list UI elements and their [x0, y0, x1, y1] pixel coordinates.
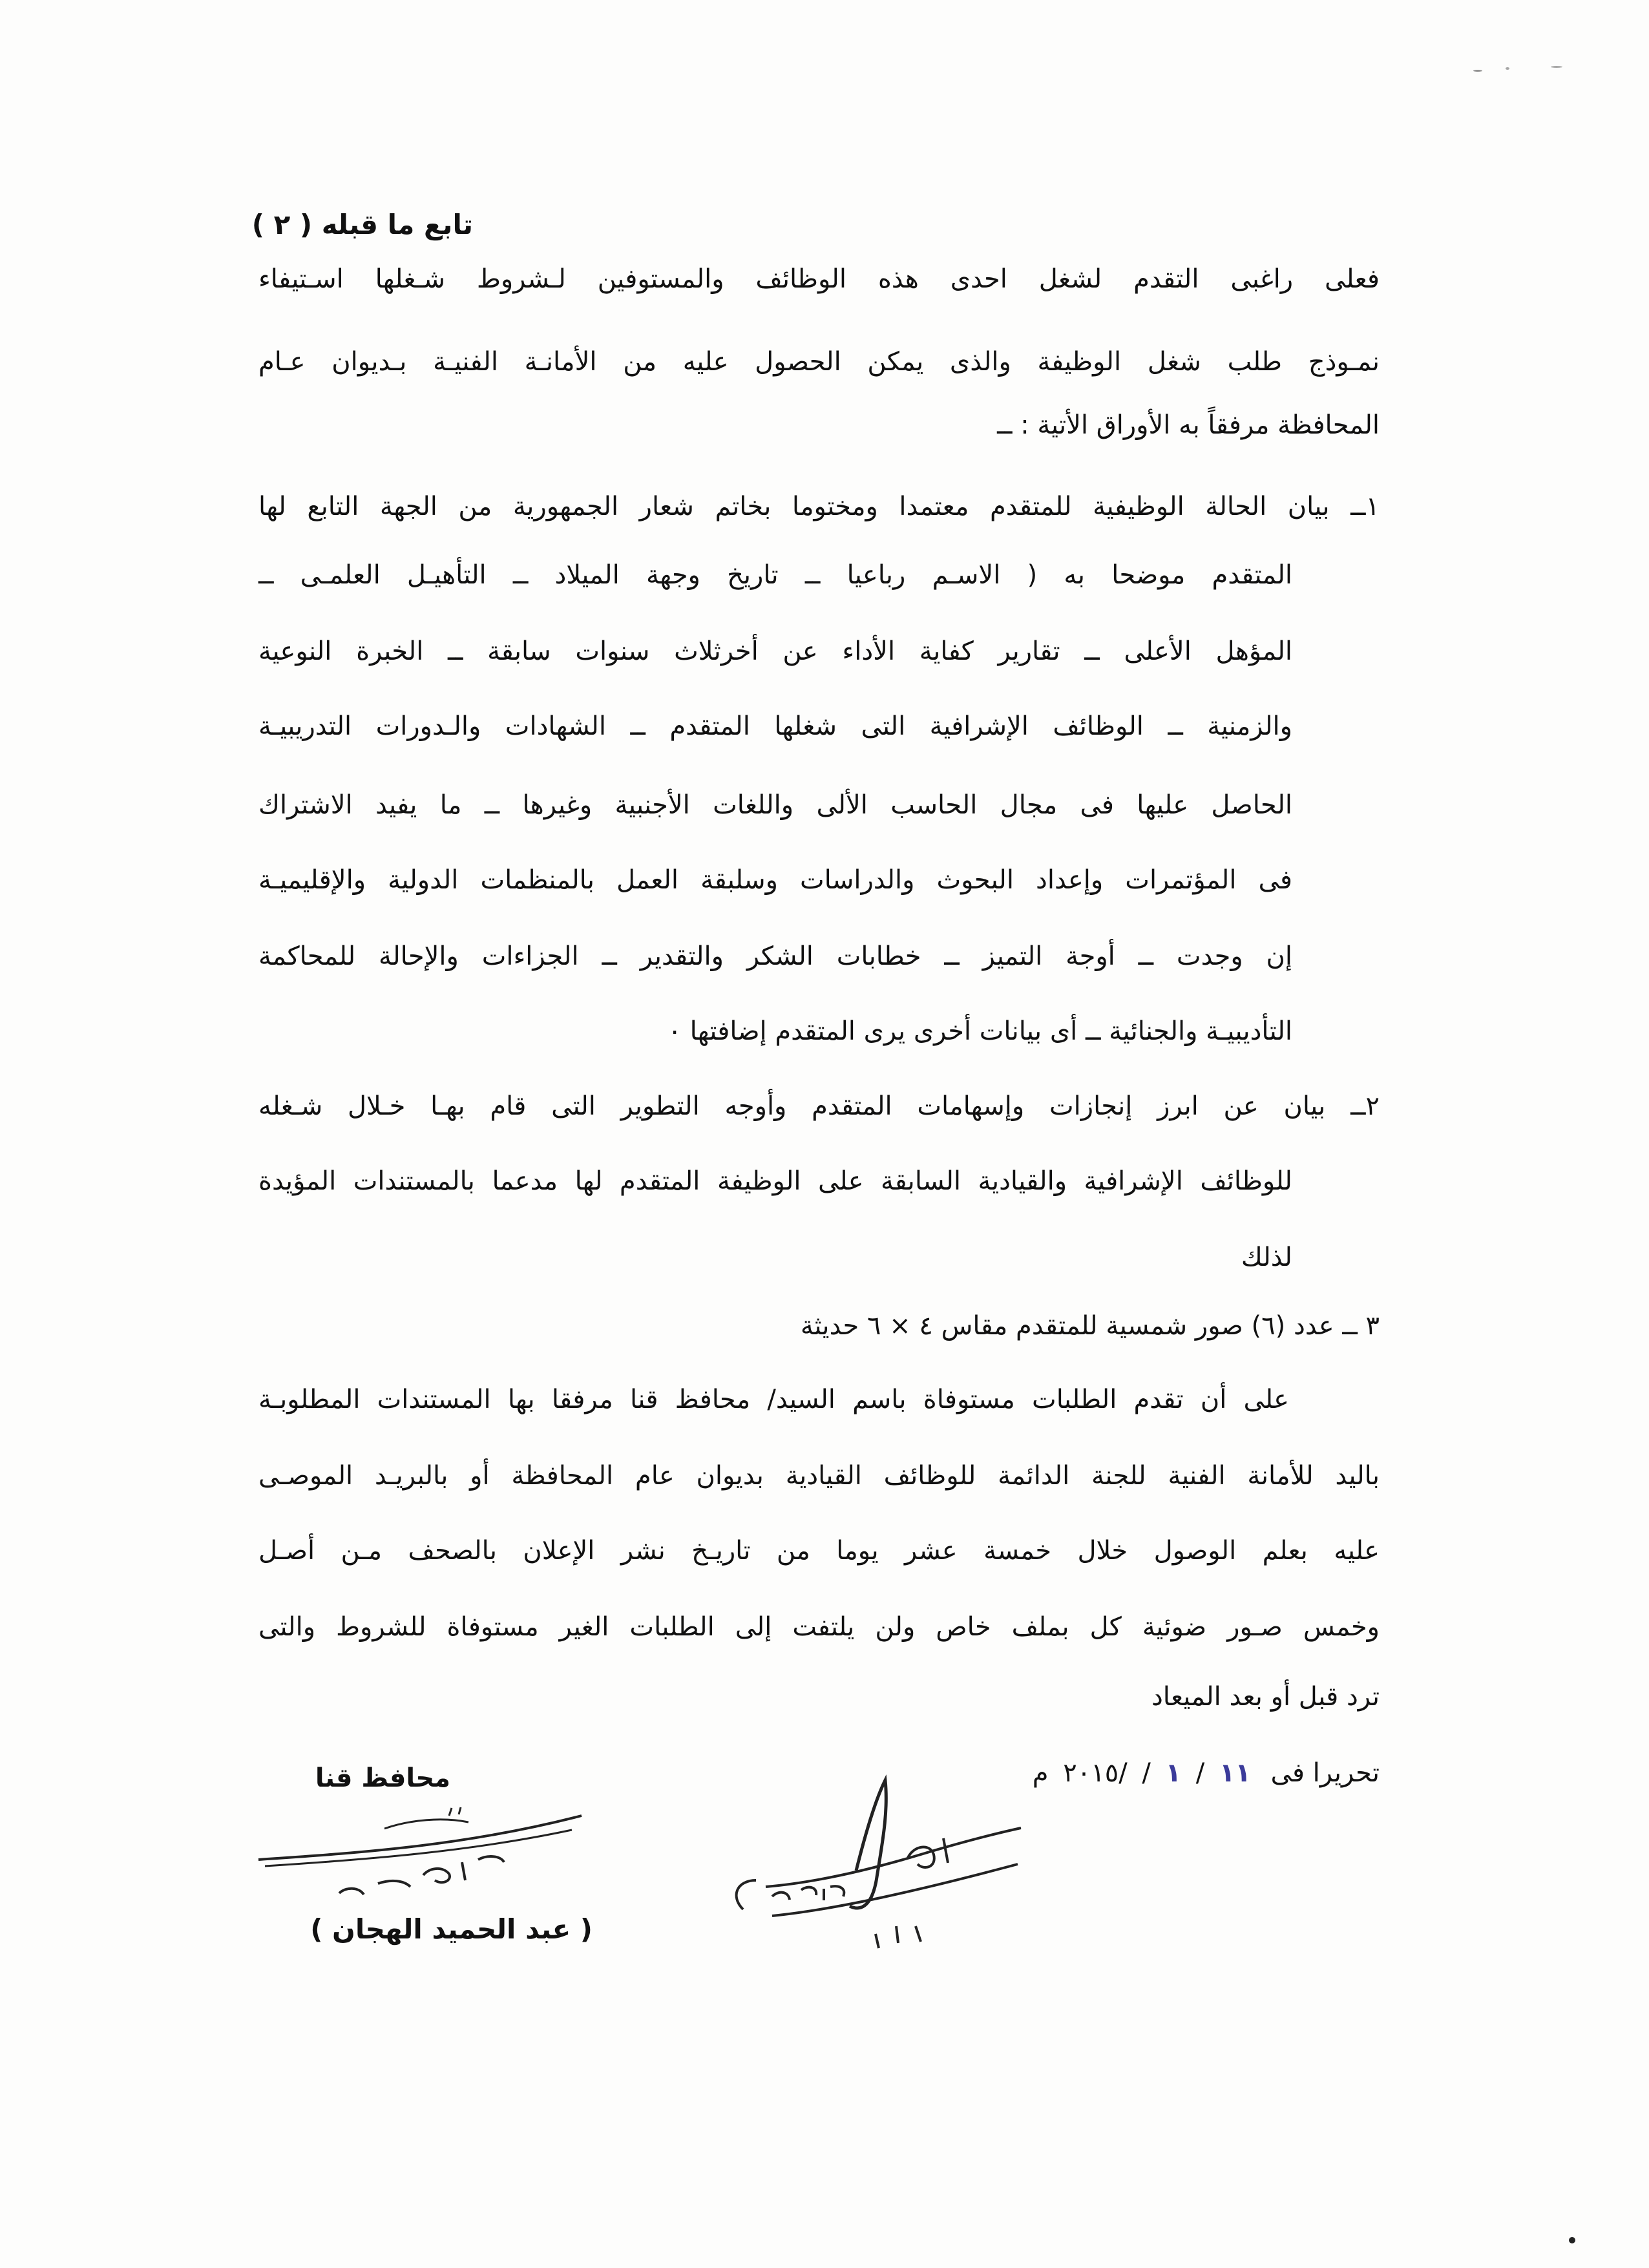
item1-line-8: التأديبيـة والجنائية ــ أى بيانات أخرى يرى المتقدم إضافتها ٠ [667, 1016, 1292, 1046]
item3-line: ٣ ــ عدد (٦) صور شمسية للمتقدم مقاس ٤ × ٦ حديثة [800, 1311, 1380, 1341]
item2-line-2: للوظائف الإشرافية والقيادية السابقة على الوظيفة المتقدم لها مدعما بالمستندات المؤيدة [258, 1166, 1292, 1196]
date-sep-2: / [1142, 1758, 1151, 1788]
scan-speck [1506, 67, 1509, 70]
item1-line-2: المتقدم موضحا به ( الاسـم رباعيا ــ تاريخ وجهة الميلاد ــ التأهيـل العلمـى ــ [258, 560, 1292, 590]
date-line [1033, 1755, 1380, 1791]
closing-line-4: وخمس صـور ضوئية كل بملف خاص ولن يلتفت إلى الطلبات الغير مستوفاة للشروط والتى [258, 1612, 1380, 1642]
date-year: /٢٠١٥ [1063, 1758, 1128, 1788]
closing-line-3: عليه بعلم الوصول خلال خمسة عشر يوما من تاريـخ نشر الإعلان بالصحف مـن أصـل [258, 1536, 1380, 1566]
scan-speck [1569, 2237, 1575, 2243]
continuation-header: تابع ما قبله ( ٢ ) [251, 209, 473, 240]
date-sep-1: / [1195, 1758, 1205, 1788]
item2-line-3: لذلك [1241, 1243, 1292, 1272]
intro-line-3: المحافظة مرفقاً به الأوراق الأتية : ــ [997, 410, 1380, 440]
intro-line-1: فعلى راغبى التقدم لشغل احدى هذه الوظائف والمستوفين لـشروط شـغلها اسـتيفاء [258, 264, 1380, 294]
signatory-name: ( عبد الحميد الهجان ) [310, 1913, 593, 1945]
scan-speck [1473, 70, 1482, 72]
date-prefix: تحريرا فى [1270, 1758, 1380, 1788]
item1-line-3: المؤهل الأعلى ــ تقارير كفاية الأداء عن أخرثلاث سنوات سابقة ــ الخبرة النوعية [258, 636, 1292, 666]
item2-line-1: ٢ــ بيان عن ابرز إنجازات وإسهامات المتقدم وأوجه التطوير التى قام بهـا خـلال شـغله [258, 1091, 1380, 1121]
item1-line-6: فى المؤتمرات وإعداد البحوث والدراسات وسلبقة العمل بالمنظمات الدولية والإقليميـة [258, 865, 1292, 895]
date-day: ١١ [1219, 1758, 1251, 1788]
signatory-title: محافظ قنا [315, 1763, 450, 1793]
intro-line-2: نمـوذج طلب شغل الوظيفة والذى يمكن الحصول عليه من الأمانـة الفنيـة بـديوان عـام [258, 347, 1380, 377]
date-month: ١ [1165, 1758, 1182, 1788]
item1-line-7: إن وجدت ــ أوجة التميز ــ خطابات الشكر والتقدير ــ الجزاءات والإحالة للمحاكمة [258, 941, 1292, 971]
date-suffix: م [1032, 1758, 1049, 1788]
item1-line-4: والزمنية ــ الوظائف الإشرافية التى شغلها المتقدم ــ الشهادات والـدورات التدريبيـة [258, 711, 1292, 741]
item1-line-5: الحاصل عليها فى مجال الحاسب الألى واللغات الأجنبية وغيرها ــ ما يفيد الاشتراك [258, 790, 1292, 820]
closing-line-5: ترد قبل أو بعد الميعاد [1151, 1682, 1380, 1712]
handwritten-signature [727, 1774, 1037, 1968]
scan-speck [1551, 66, 1562, 68]
signatory-initials-signature [255, 1790, 591, 1913]
item1-line-1: ١ــ بيان الحالة الوظيفية للمتقدم معتمدا ومختوما بخاتم شعار الجمهورية من الجهة التابع لها [258, 492, 1380, 521]
closing-line-2: باليد للأمانة الفنية للجنة الدائمة للوظائف القيادية بديوان عام المحافظة أو بالبريـد الموصـى [258, 1461, 1380, 1491]
closing-line-1: على أن تقدم الطلبات مستوفاة باسم السيد/ محافظ قنا مرفقا بها المستندات المطلوبـة [258, 1385, 1289, 1414]
